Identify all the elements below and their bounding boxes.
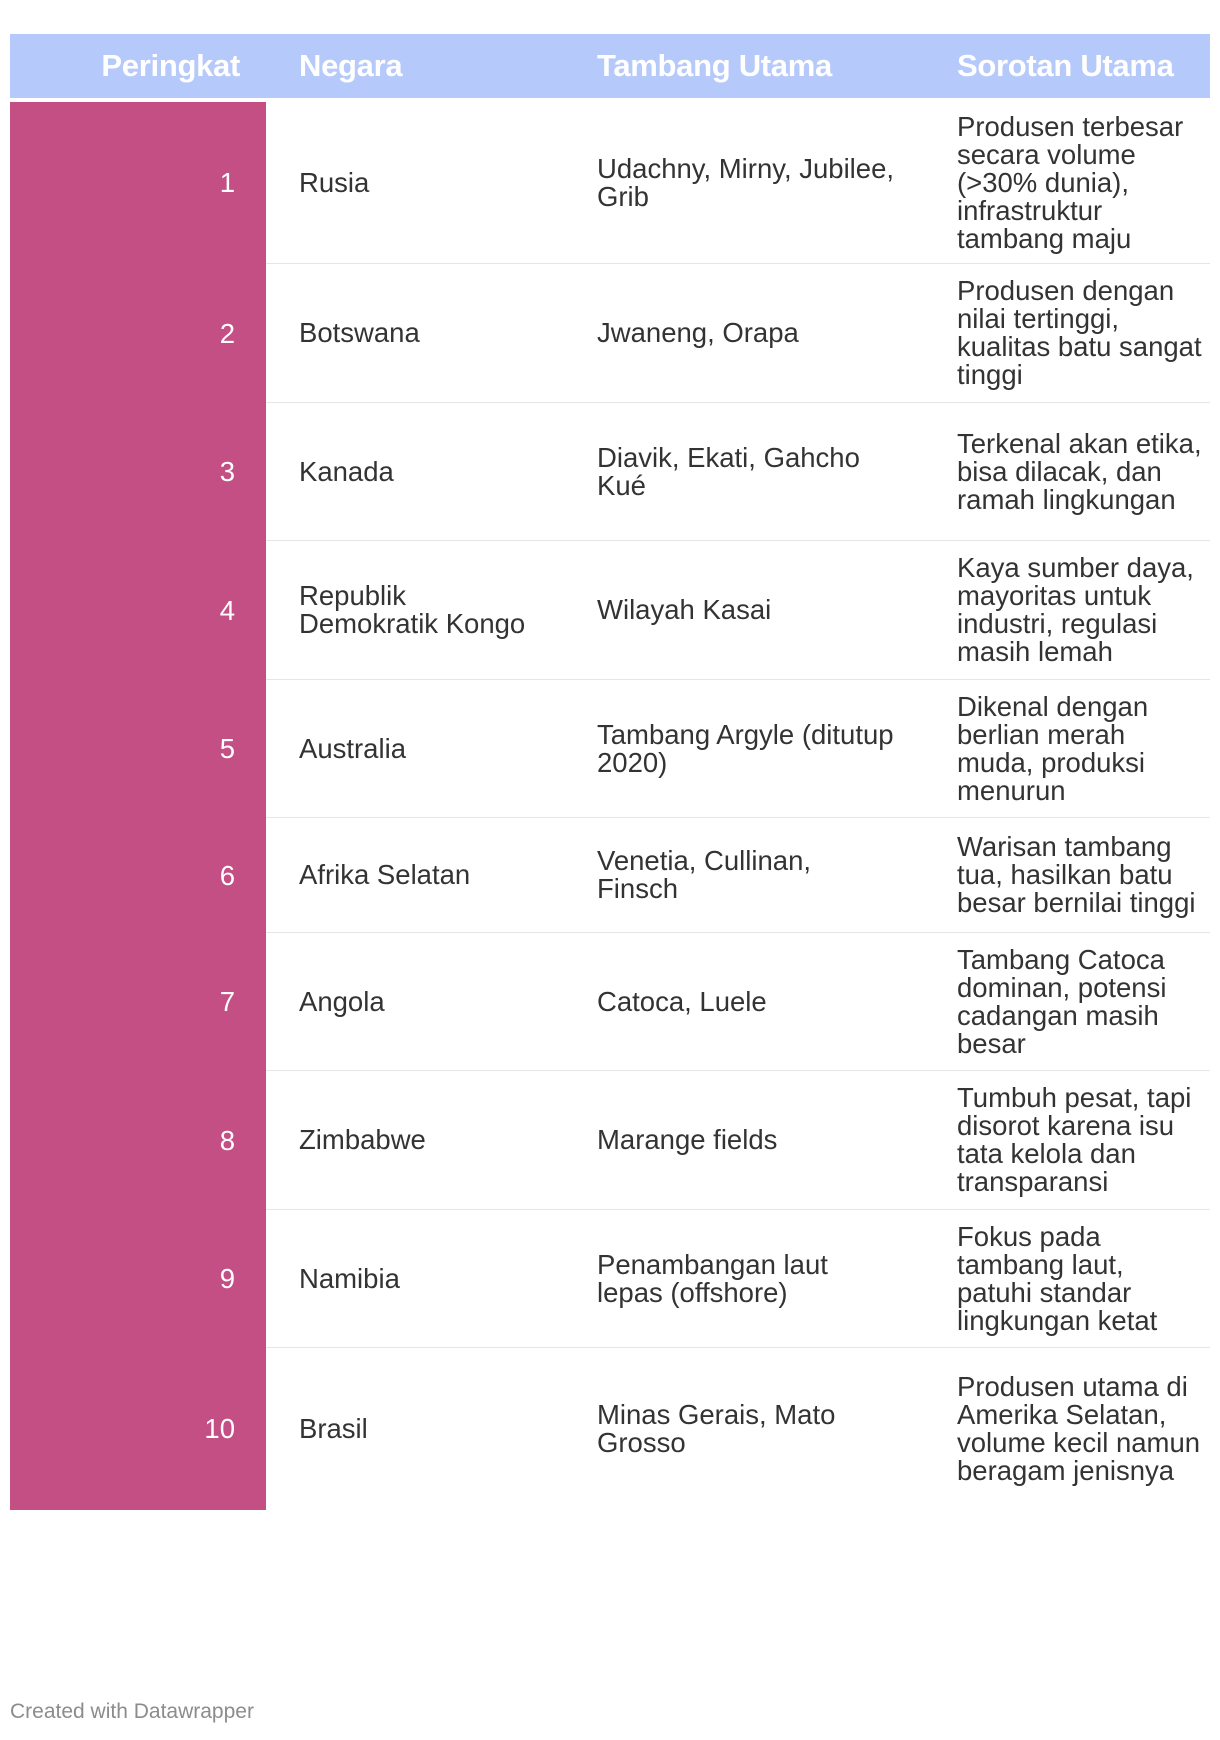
mine-cell-text: Jwaneng, Orapa [597, 317, 799, 348]
mine-cell-text: Minas Gerais, Mato Grosso [597, 1399, 836, 1458]
rank-cell [10, 1348, 266, 1510]
mine-cell [562, 102, 917, 264]
mine-cell [562, 264, 917, 403]
highlight-cell-text: Tambang Catoca dominan, potensi cadangan masih besar [957, 943, 1167, 1059]
mine-cell [562, 1348, 917, 1510]
highlight-cell [917, 1071, 1210, 1210]
table-row [10, 933, 1210, 1071]
rank-cell [10, 102, 266, 264]
highlight-cell-text: Tumbuh pesat, tapi disorot karena isu tata kelola dan transparansi [957, 1082, 1192, 1197]
country-cell-text: Namibia [299, 1262, 400, 1294]
country-cell-text: Zimbabwe [299, 1124, 426, 1155]
mine-cell-text: Tambang Argyle (ditutup 2020) [597, 718, 894, 778]
highlight-cell-text: Warisan tambang tua, hasilkan batu besar bernilai tinggi [957, 831, 1196, 918]
rank-cell [10, 541, 266, 680]
country-cell [266, 1210, 562, 1348]
country-cell [266, 933, 562, 1071]
highlight-cell [917, 541, 1210, 680]
highlight-cell-text: Fokus pada tambang laut, patuhi standar lingkungan ketat [957, 1220, 1158, 1336]
rank-cell [10, 403, 266, 541]
mine-cell [562, 1071, 917, 1210]
table-row [10, 102, 1210, 264]
rank-cell-text: 7 [219, 986, 235, 1017]
country-cell [266, 541, 562, 680]
table-row [10, 818, 1210, 933]
rank-cell-text: 1 [219, 167, 235, 198]
highlight-cell [917, 680, 1210, 818]
country-cell-text: Angola [299, 985, 385, 1017]
rank-cell-text: 2 [219, 317, 235, 349]
highlight-cell-text: Produsen terbesar secara volume (>30% dunia), infrastruktur tambang maju [957, 110, 1184, 254]
country-cell-text: Republik Demokratik Kongo [299, 580, 526, 639]
highlight-cell [917, 818, 1210, 933]
country-cell-text: Kanada [299, 455, 394, 487]
mine-cell-text: Penambangan laut lepas (offshore) [597, 1248, 828, 1308]
highlight-cell [917, 102, 1210, 264]
table-row [10, 680, 1210, 818]
country-cell-text: Rusia [299, 166, 370, 198]
rank-cell-text: 6 [219, 859, 235, 891]
rank-cell-text: 3 [219, 456, 235, 487]
ranking-table [10, 34, 1210, 1510]
header-country[interactable]: Negara [299, 48, 403, 83]
highlight-cell [917, 264, 1210, 403]
country-cell [266, 102, 562, 264]
highlight-cell [917, 1210, 1210, 1348]
rank-cell [10, 818, 266, 933]
country-cell [266, 818, 562, 933]
country-cell-text: Botswana [299, 317, 420, 348]
rank-cell [10, 933, 266, 1071]
rank-cell [10, 1071, 266, 1210]
table-row [10, 1210, 1210, 1348]
country-cell-text: Brasil [299, 1413, 368, 1444]
highlight-cell [917, 1348, 1210, 1510]
rank-cell-text: 5 [219, 733, 235, 764]
header-mine[interactable]: Tambang Utama [597, 48, 832, 83]
mine-cell [562, 1210, 917, 1348]
table-header [10, 34, 1210, 98]
highlight-cell [917, 403, 1210, 541]
header-rank[interactable]: Peringkat [101, 48, 240, 83]
highlight-cell [917, 933, 1210, 1071]
rank-cell [10, 1210, 266, 1348]
footer-credit: Created with Datawrapper [10, 1700, 254, 1723]
country-cell [266, 1071, 562, 1210]
mine-cell [562, 680, 917, 818]
country-cell [266, 403, 562, 541]
table-row [10, 541, 1210, 680]
country-cell-text: Afrika Selatan [299, 859, 471, 890]
mine-cell [562, 541, 917, 680]
table-body [10, 102, 1210, 1510]
mine-cell-text: Udachny, Mirny, Jubilee, Grib [597, 152, 895, 212]
highlight-cell-text: Produsen utama di Amerika Selatan, volume kecil namun beragam jenisnya [957, 1371, 1201, 1486]
country-cell-text: Australia [299, 732, 406, 764]
table-row [10, 1071, 1210, 1210]
rank-cell [10, 264, 266, 403]
rank-cell-text: 10 [204, 1413, 235, 1444]
highlight-cell-text: Produsen dengan nilai tertinggi, kualitas batu sangat tinggi [957, 275, 1202, 390]
mine-cell-text: Wilayah Kasai [597, 594, 772, 625]
header-highlight[interactable]: Sorotan Utama [957, 48, 1174, 83]
highlight-cell-text: Kaya sumber daya, mayoritas untuk industri, regulasi masih lemah [957, 552, 1194, 667]
country-cell [266, 1348, 562, 1510]
mine-cell-text: Venetia, Cullinan, Finsch [597, 845, 812, 904]
mine-cell [562, 818, 917, 933]
table-row [10, 403, 1210, 541]
rank-cell-text: 8 [219, 1124, 235, 1156]
table-row [10, 264, 1210, 403]
rank-cell [10, 680, 266, 818]
mine-cell-text: Marange fields [597, 1124, 778, 1155]
mine-cell [562, 933, 917, 1071]
rank-cell-text: 4 [219, 594, 235, 626]
country-cell [266, 680, 562, 818]
table-row [10, 1348, 1210, 1510]
highlight-cell-text: Terkenal akan etika, bisa dilacak, dan ramah lingkungan [957, 427, 1202, 515]
mine-cell-text: Catoca, Luele [597, 985, 767, 1017]
highlight-cell-text: Dikenal dengan berlian merah muda, produksi menurun [957, 690, 1149, 806]
mine-cell [562, 403, 917, 541]
mine-cell-text: Diavik, Ekati, Gahcho Kué [597, 441, 860, 501]
country-cell [266, 264, 562, 403]
rank-cell-text: 9 [219, 1263, 235, 1294]
